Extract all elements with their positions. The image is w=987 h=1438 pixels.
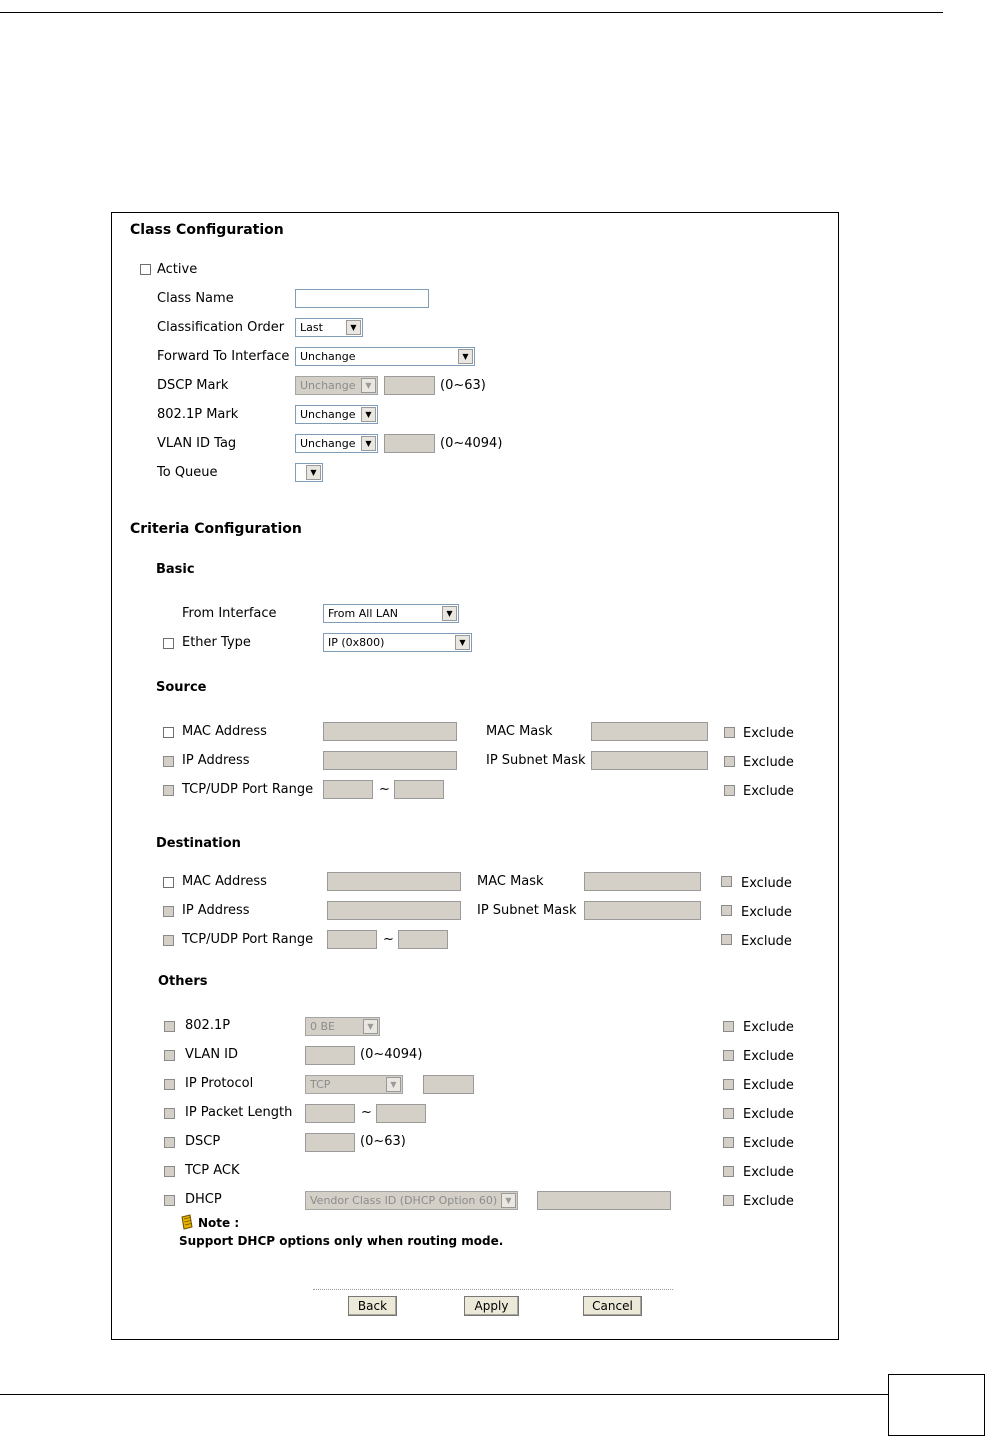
- destination-port-exclude-label: Exclude: [741, 934, 792, 949]
- class-name-label: Class Name: [157, 291, 234, 306]
- destination-ip-address-input[interactable]: [327, 901, 461, 920]
- source-mac-mask-input[interactable]: [591, 722, 708, 741]
- ip-protocol-exclude-checkbox[interactable]: [723, 1079, 734, 1090]
- dscp-mark-range: (0~63): [440, 378, 486, 393]
- chevron-down-icon: ▼: [455, 635, 470, 650]
- vlan-id-input[interactable]: [305, 1046, 355, 1065]
- destination-port-range-label: TCP/UDP Port Range: [182, 932, 314, 947]
- dscp-checkbox[interactable]: [164, 1137, 175, 1148]
- ip-packet-length-label: IP Packet Length: [185, 1105, 293, 1120]
- source-title: Source: [156, 680, 207, 695]
- dscp-label: DSCP: [185, 1134, 221, 1149]
- source-mac-address-checkbox[interactable]: [163, 727, 174, 738]
- to-queue-select[interactable]: [295, 463, 323, 482]
- destination-mac-address-checkbox[interactable]: [163, 877, 174, 888]
- from-interface-label: From Interface: [182, 606, 277, 621]
- note-icon: [179, 1214, 195, 1230]
- 8021p-mark-select[interactable]: [295, 405, 378, 424]
- destination-port-exclude-checkbox[interactable]: [721, 934, 732, 945]
- destination-ip-exclude-label: Exclude: [741, 905, 792, 920]
- note-title: Note :: [198, 1216, 240, 1230]
- cancel-button[interactable]: Cancel: [583, 1296, 642, 1316]
- ip-protocol-value: TCP: [310, 1078, 331, 1091]
- header-rule: [0, 12, 943, 13]
- 8021p-exclude-label: Exclude: [743, 1020, 794, 1035]
- vlan-id-exclude-label: Exclude: [743, 1049, 794, 1064]
- vlan-id-label: VLAN ID: [185, 1047, 239, 1062]
- class-name-input[interactable]: [295, 289, 429, 308]
- destination-port-range-checkbox[interactable]: [163, 935, 174, 946]
- source-port-tilde: ~: [379, 782, 390, 797]
- footer-rule: [0, 1394, 888, 1395]
- tcp-ack-exclude-label: Exclude: [743, 1165, 794, 1180]
- source-mac-address-label: MAC Address: [182, 724, 267, 739]
- classification-order-label: Classification Order: [157, 320, 285, 335]
- forward-to-interface-value: Unchange: [300, 350, 356, 363]
- dscp-input[interactable]: [305, 1133, 355, 1152]
- dscp-mark-select[interactable]: [295, 376, 378, 395]
- ether-type-label: Ether Type: [182, 635, 251, 650]
- destination-mac-exclude-label: Exclude: [741, 876, 792, 891]
- active-checkbox[interactable]: [140, 264, 151, 275]
- vlan-id-checkbox[interactable]: [164, 1050, 175, 1061]
- chevron-down-icon: ▼: [361, 378, 376, 393]
- destination-mac-address-label: MAC Address: [182, 874, 267, 889]
- vlan-id-tag-label: VLAN ID Tag: [157, 436, 237, 451]
- destination-mac-address-input[interactable]: [327, 872, 461, 891]
- chevron-down-icon: ▼: [458, 349, 473, 364]
- classification-order-value: Last: [300, 321, 323, 334]
- source-port-exclude-checkbox[interactable]: [724, 785, 735, 796]
- dscp-exclude-label: Exclude: [743, 1136, 794, 1151]
- destination-ip-address-checkbox[interactable]: [163, 906, 174, 917]
- 8021p-mark-label: 802.1P Mark: [157, 407, 239, 422]
- dscp-mark-label: DSCP Mark: [157, 378, 229, 393]
- back-button[interactable]: Back: [348, 1296, 397, 1316]
- ip-packet-length-checkbox[interactable]: [164, 1108, 175, 1119]
- 8021p-exclude-checkbox[interactable]: [723, 1021, 734, 1032]
- destination-ip-exclude-checkbox[interactable]: [721, 905, 732, 916]
- chevron-down-icon: ▼: [442, 606, 457, 621]
- dscp-range: (0~63): [360, 1134, 406, 1149]
- chevron-down-icon: ▼: [501, 1193, 516, 1208]
- source-mac-exclude-checkbox[interactable]: [724, 727, 735, 738]
- chevron-down-icon: ▼: [361, 436, 376, 451]
- dhcp-label: DHCP: [185, 1192, 222, 1207]
- ip-protocol-number-input[interactable]: [423, 1075, 474, 1094]
- source-ip-exclude-checkbox[interactable]: [724, 756, 735, 767]
- source-ip-address-label: IP Address: [182, 753, 250, 768]
- 8021p-select[interactable]: [305, 1017, 380, 1036]
- note-text: Support DHCP options only when routing mode.: [179, 1234, 504, 1248]
- tcp-ack-checkbox[interactable]: [164, 1166, 175, 1177]
- destination-mac-mask-label: MAC Mask: [477, 874, 544, 889]
- tcp-ack-exclude-checkbox[interactable]: [723, 1166, 734, 1177]
- destination-ip-subnet-mask-label: IP Subnet Mask: [477, 903, 577, 918]
- source-port-start-input[interactable]: [323, 780, 373, 799]
- ip-packet-length-exclude-label: Exclude: [743, 1107, 794, 1122]
- chevron-down-icon: ▼: [346, 320, 361, 335]
- from-interface-value: From All LAN: [328, 607, 399, 620]
- ip-protocol-select[interactable]: [305, 1075, 403, 1094]
- dhcp-option-select[interactable]: [305, 1191, 518, 1210]
- chevron-down-icon: ▼: [361, 407, 376, 422]
- ip-protocol-label: IP Protocol: [185, 1076, 254, 1091]
- others-title: Others: [158, 974, 208, 989]
- source-ip-exclude-label: Exclude: [743, 755, 794, 770]
- source-port-range-label: TCP/UDP Port Range: [182, 782, 314, 797]
- button-divider: [313, 1289, 673, 1290]
- ip-packet-length-tilde: ~: [361, 1105, 372, 1120]
- classification-order-select[interactable]: [295, 318, 363, 337]
- active-label: Active: [157, 262, 198, 277]
- forward-to-interface-select[interactable]: [295, 347, 475, 366]
- tcp-ack-label: TCP ACK: [185, 1163, 240, 1178]
- ip-packet-length-exclude-checkbox[interactable]: [723, 1108, 734, 1119]
- dscp-exclude-checkbox[interactable]: [723, 1137, 734, 1148]
- vlan-id-tag-input[interactable]: [384, 434, 435, 453]
- forward-to-interface-label: Forward To Interface: [157, 349, 290, 364]
- source-ip-subnet-mask-label: IP Subnet Mask: [486, 753, 586, 768]
- dscp-mark-input[interactable]: [384, 376, 435, 395]
- 8021p-mark-value: Unchange: [300, 408, 356, 421]
- ether-type-select[interactable]: [323, 633, 472, 652]
- source-port-range-checkbox[interactable]: [163, 785, 174, 796]
- dscp-mark-value: Unchange: [300, 379, 356, 392]
- source-ip-address-checkbox[interactable]: [163, 756, 174, 767]
- 8021p-value: 0 BE: [310, 1020, 335, 1033]
- destination-ip-address-label: IP Address: [182, 903, 250, 918]
- dhcp-value-input[interactable]: [537, 1191, 671, 1210]
- source-ip-subnet-mask-input[interactable]: [591, 751, 708, 770]
- apply-button[interactable]: Apply: [464, 1296, 519, 1316]
- vlan-id-exclude-checkbox[interactable]: [723, 1050, 734, 1061]
- vlan-id-range: (0~4094): [360, 1047, 423, 1062]
- ip-protocol-exclude-label: Exclude: [743, 1078, 794, 1093]
- ether-type-checkbox[interactable]: [163, 638, 174, 649]
- vlan-id-tag-select[interactable]: [295, 434, 378, 453]
- ip-packet-length-max-input[interactable]: [376, 1104, 426, 1123]
- dhcp-exclude-checkbox[interactable]: [723, 1195, 734, 1206]
- destination-ip-subnet-mask-input[interactable]: [584, 901, 701, 920]
- vlan-id-tag-range: (0~4094): [440, 436, 503, 451]
- source-mac-exclude-label: Exclude: [743, 726, 794, 741]
- destination-port-end-input[interactable]: [398, 930, 448, 949]
- from-interface-select[interactable]: [323, 604, 459, 623]
- destination-mac-exclude-checkbox[interactable]: [721, 876, 732, 887]
- ip-packet-length-min-input[interactable]: [305, 1104, 355, 1123]
- source-port-end-input[interactable]: [394, 780, 444, 799]
- vlan-id-tag-value: Unchange: [300, 437, 356, 450]
- source-port-exclude-label: Exclude: [743, 784, 794, 799]
- destination-title: Destination: [156, 836, 241, 851]
- 8021p-label: 802.1P: [185, 1018, 231, 1033]
- page-number-box: [888, 1374, 985, 1436]
- source-mac-mask-label: MAC Mask: [486, 724, 553, 739]
- chevron-down-icon: ▼: [363, 1019, 378, 1034]
- dhcp-option-value: Vendor Class ID (DHCP Option 60): [310, 1194, 498, 1207]
- chevron-down-icon: ▼: [306, 465, 321, 480]
- criteria-configuration-title: Criteria Configuration: [130, 521, 302, 537]
- class-configuration-title: Class Configuration: [130, 222, 284, 238]
- source-ip-address-input[interactable]: [323, 751, 457, 770]
- chevron-down-icon: ▼: [386, 1077, 401, 1092]
- ether-type-value: IP (0x800): [328, 636, 385, 649]
- destination-mac-mask-input[interactable]: [584, 872, 701, 891]
- basic-title: Basic: [156, 562, 195, 577]
- destination-port-start-input[interactable]: [327, 930, 377, 949]
- dhcp-exclude-label: Exclude: [743, 1194, 794, 1209]
- source-mac-address-input[interactable]: [323, 722, 457, 741]
- destination-port-tilde: ~: [383, 932, 394, 947]
- to-queue-label: To Queue: [157, 465, 218, 480]
- ip-protocol-checkbox[interactable]: [164, 1079, 175, 1090]
- 8021p-checkbox[interactable]: [164, 1021, 175, 1032]
- dhcp-checkbox[interactable]: [164, 1195, 175, 1206]
